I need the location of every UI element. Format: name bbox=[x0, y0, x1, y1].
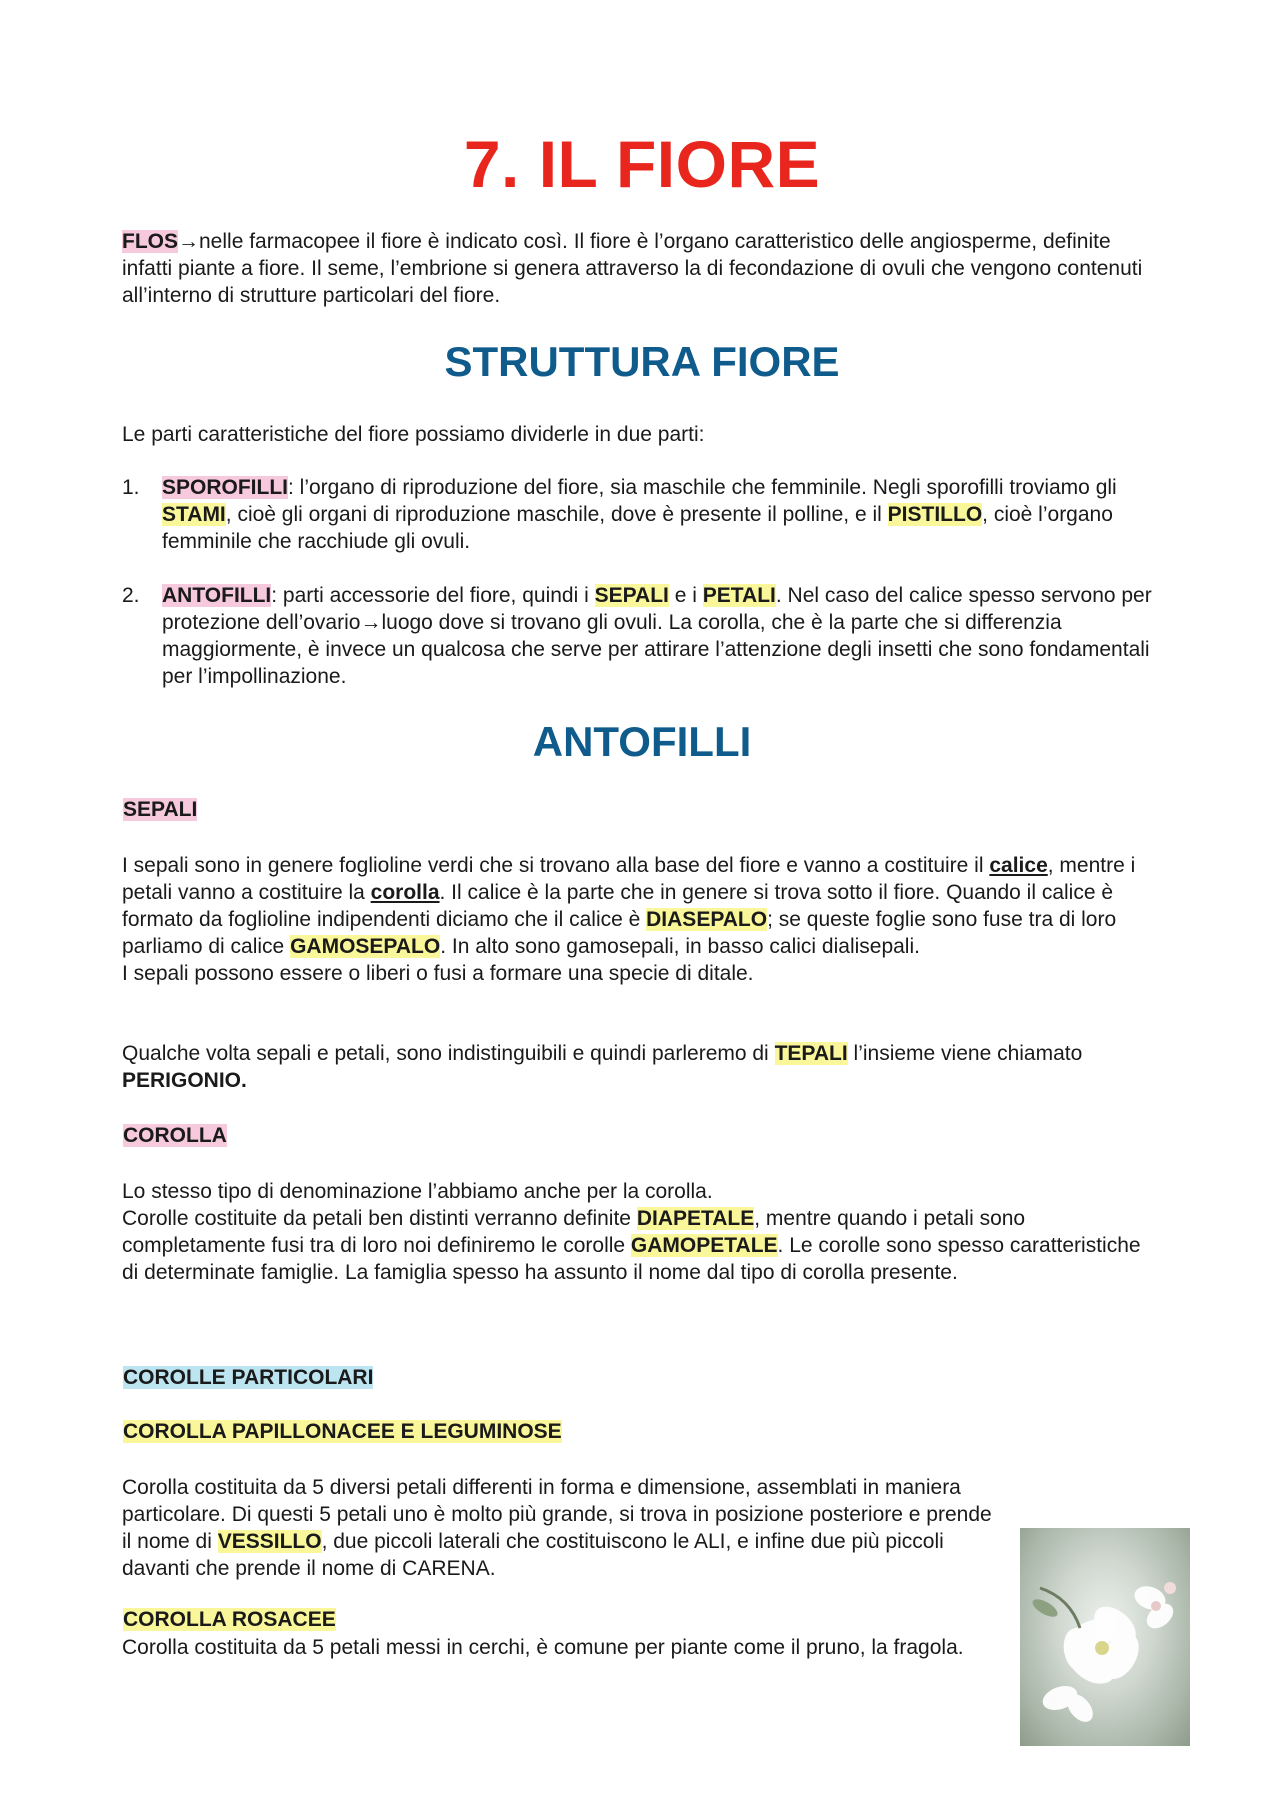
term-vessillo: VESSILLO bbox=[217, 1530, 322, 1553]
text: ; se queste foglie sono fuse tra di loro parliamo di calice bbox=[122, 908, 1117, 958]
text: : parti accessorie del fiore, quindi i bbox=[271, 584, 595, 607]
section-label-papillonacee bbox=[122, 1418, 563, 1446]
text: Lo stesso tipo di denominazione l’abbiamo anche per la corolla. bbox=[122, 1180, 713, 1203]
section-label-corolla bbox=[122, 1122, 228, 1150]
term-sporofilli: SPOROFILLI bbox=[162, 476, 288, 499]
arrow-icon: → bbox=[360, 611, 382, 634]
text: . Nel caso del calice spesso servono per protezione dell’ovario bbox=[162, 584, 1152, 634]
term-petali: PETALI bbox=[702, 584, 776, 607]
list-number: 1. bbox=[122, 476, 140, 499]
text: , mentre i petali vanno a costituire la bbox=[122, 854, 1136, 904]
section-label-corolle-particolari bbox=[122, 1364, 374, 1392]
text: Corolle costituite da petali ben distinti verranno definite bbox=[122, 1207, 637, 1230]
text: , cioè gli organi di riproduzione maschile, dove è presente il polline, e il bbox=[225, 503, 888, 526]
term-sepali: SEPALI bbox=[594, 584, 669, 607]
term-gamopetale: GAMOPETALE bbox=[630, 1234, 778, 1257]
term-stami: STAMI bbox=[162, 503, 226, 526]
text: luogo dove si trovano gli ovuli. La corolla, che è la parte che si differenzia maggiormente, è invece un qualcosa che serve per attirare l’attenzione degli insetti che sono fondamentali per l’impollinazione. bbox=[162, 611, 1150, 688]
arrow-icon: → bbox=[178, 230, 199, 253]
text: Qualche volta sepali e petali, sono indistinguibili e quindi parleremo di bbox=[122, 1042, 775, 1065]
heading-struttura: STRUTTURA FIORE bbox=[444, 338, 840, 385]
tepali-paragraph bbox=[122, 1040, 1162, 1094]
struttura-lead: Le parti caratteristiche del fiore possiamo dividerle in due parti: bbox=[122, 423, 705, 446]
corolla-paragraph bbox=[122, 1178, 1162, 1286]
text: . Le corolle sono spesso caratteristiche di determinate famiglie. La famiglia spesso ha assunto il nome dal tipo di corolla presente. bbox=[122, 1234, 1141, 1284]
rosacee-paragraph: Corolla costituita da 5 petali messi in cerchi, è comune per piante come il pruno, la fragola. bbox=[122, 1636, 964, 1659]
term-diapetale: DIAPETALE bbox=[636, 1207, 755, 1230]
term-perigonio: PERIGONIO. bbox=[122, 1069, 247, 1092]
heading-antofilli: ANTOFILLI bbox=[532, 718, 752, 765]
label-text: SEPALI bbox=[123, 798, 198, 821]
sepali-paragraph bbox=[122, 852, 1162, 987]
text: , cioè l’organo femminile che racchiude gli ovuli. bbox=[162, 503, 1113, 553]
text: . Il calice è la parte che in genere si trova sotto il fiore. Quando il calice è formato da foglioline indipendenti diciamo che il calice è bbox=[122, 881, 1114, 931]
section-label-rosacee bbox=[122, 1606, 337, 1634]
text: : l’organo di riproduzione del fiore, sia maschile che femminile. Negli sporofilli troviamo gli bbox=[288, 476, 1117, 499]
label-text: COROLLA PAPILLONACEE E LEGUMINOSE bbox=[123, 1420, 562, 1443]
list-item-antofilli bbox=[122, 582, 1162, 690]
term-gamosepalo: GAMOSEPALO bbox=[290, 935, 441, 958]
text: , mentre quando i petali sono completamente fusi tra di loro noi definiremo le corolle bbox=[122, 1207, 1026, 1257]
label-text: COROLLA bbox=[123, 1124, 227, 1147]
term-tepali: TEPALI bbox=[774, 1042, 848, 1065]
flower-photo bbox=[1020, 1528, 1190, 1746]
text: . In alto sono gamosepali, in basso calici dialisepali. bbox=[440, 935, 920, 958]
term-flos: FLOS bbox=[122, 230, 178, 253]
list-item-sporofilli bbox=[122, 474, 1162, 555]
list-number: 2. bbox=[122, 584, 140, 607]
term-diasepalo: DIASEPALO bbox=[646, 908, 768, 931]
intro-paragraph bbox=[122, 228, 1162, 309]
term-calice: calice bbox=[989, 854, 1048, 877]
term-antofilli: ANTOFILLI bbox=[162, 584, 272, 607]
label-text: COROLLE PARTICOLARI bbox=[123, 1366, 374, 1389]
text: I sepali sono in genere foglioline verdi che si trovano alla base del fiore e vanno a costituire il bbox=[122, 854, 990, 877]
page-title: 7. IL FIORE bbox=[463, 127, 821, 201]
section-label-sepali bbox=[122, 796, 198, 824]
term-pistillo: PISTILLO bbox=[887, 503, 983, 526]
intro-text: nelle farmacopee il fiore è indicato così. Il fiore è l’organo caratteristico delle angiosperme, definite infatti piante a fiore. Il seme, l’embrione si genera attraverso la di fecondazione di ovuli che vengono contenuti all’interno di strutture particolari del fiore. bbox=[122, 230, 1143, 307]
text: e i bbox=[668, 584, 703, 607]
text: l’insieme viene chiamato bbox=[847, 1042, 1083, 1065]
text: I sepali possono essere o liberi o fusi a formare una specie di ditale. bbox=[122, 962, 754, 985]
text: , due piccoli laterali che costituiscono le ALI, e infine due più piccoli davanti che prende il nome di CARENA. bbox=[122, 1530, 944, 1580]
text: Corolla costituita da 5 diversi petali differenti in forma e dimensione, assemblati in maniera particolare. Di questi 5 petali uno è molto più grande, si trova in posizione posteriore e prende il nome di bbox=[122, 1476, 992, 1553]
papillonacee-paragraph bbox=[122, 1474, 1002, 1582]
term-corolla: corolla bbox=[370, 881, 440, 904]
white-flower-icon bbox=[1020, 1528, 1190, 1746]
label-text: COROLLA ROSACEE bbox=[123, 1608, 336, 1631]
